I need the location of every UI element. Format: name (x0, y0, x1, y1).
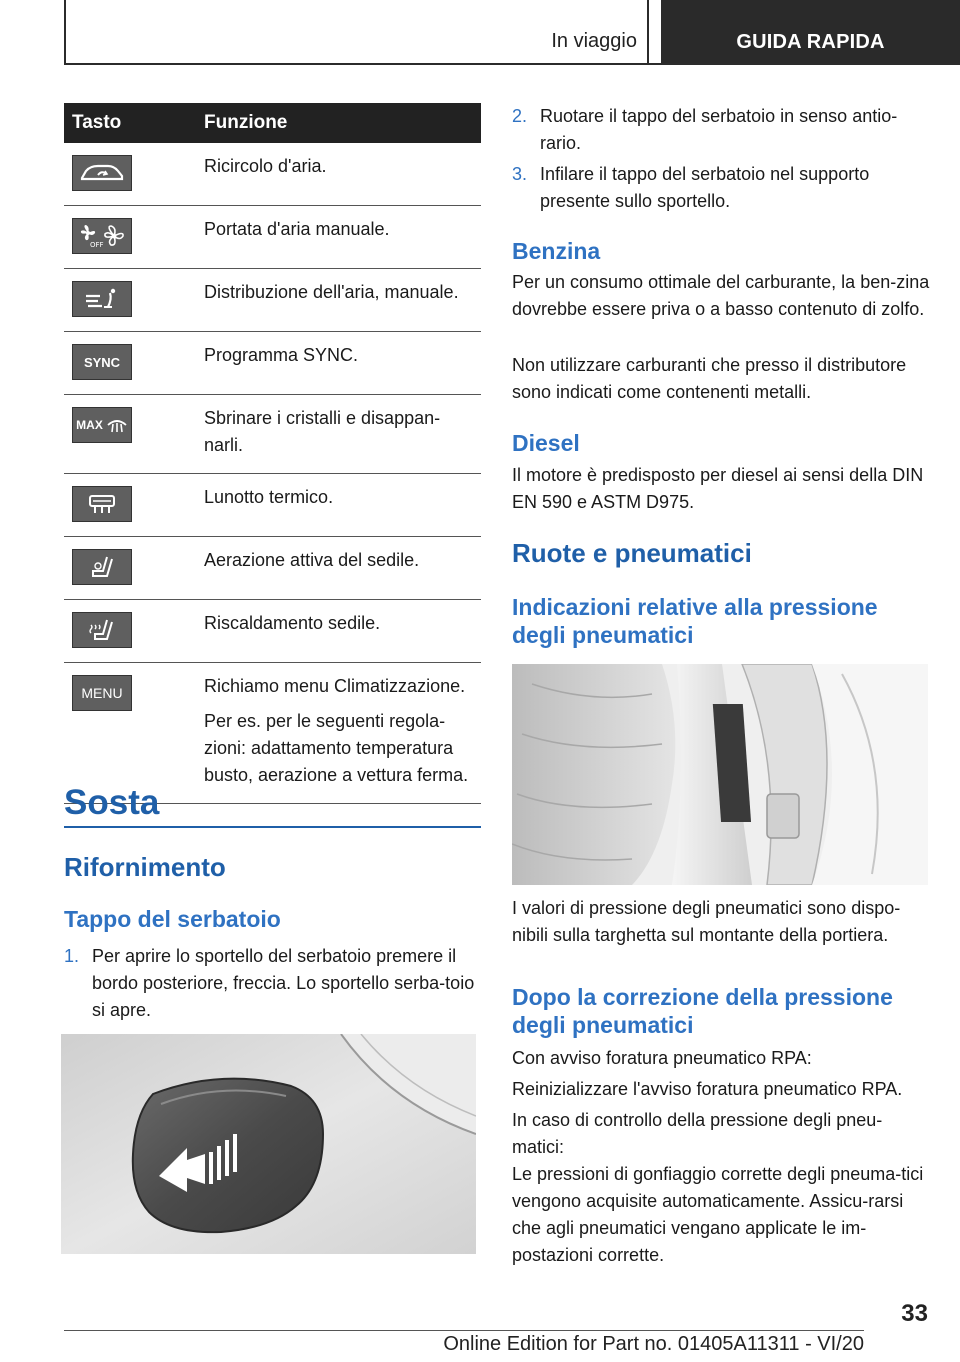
seat-ventilation-icon (72, 549, 132, 585)
list-item (512, 103, 929, 157)
function-line: Programma SYNC. (204, 345, 359, 365)
function-line: Distribuzione dell'aria, manuale. (204, 282, 459, 302)
heading-benzina: Benzina (512, 238, 601, 264)
function-line: Aerazione attiva del sedile. (204, 550, 420, 570)
function-line: Riscaldamento sedile. (204, 613, 381, 633)
rpa-paragraph-3: In caso di controllo della pressione degli pneu-matici: (512, 1110, 883, 1157)
fuel-flap-photo (61, 1034, 476, 1254)
function-text (196, 332, 481, 395)
step-text: Ruotare il tappo del serbatoio in senso antio-rario. (540, 106, 898, 153)
step-number: 1. (64, 946, 80, 966)
benzina-paragraph-2: Non utilizzare carburanti che presso il distributore sono indicati come contenenti metalli. (512, 355, 907, 402)
function-line: Sbrinare i cristalli e disappan-narli. (204, 408, 441, 455)
rpa-paragraph-4: Le pressioni di gonfiaggio corrette degli pneuma-tici vengono acquisite automaticamente. Assicu-rarsi che agli pneumatici vengano applicate le im-postazioni corrette. (512, 1164, 924, 1265)
function-text (196, 395, 481, 474)
heading-diesel: Diesel (512, 430, 580, 456)
header-chapter-tab: GUIDA RAPIDA (661, 0, 960, 63)
rpa-paragraph-1: Con avviso foratura pneumatico RPA: (512, 1048, 812, 1068)
section-title-sosta: Sosta (64, 783, 160, 822)
seat-heating-icon (72, 612, 132, 648)
table-row (64, 332, 481, 395)
sync-icon (72, 344, 132, 380)
function-text (196, 600, 481, 663)
section-rule (64, 826, 481, 828)
max-defrost-icon (72, 407, 132, 443)
function-text (196, 143, 481, 206)
svg-text:OFF: OFF (90, 241, 104, 249)
sync-icon-label: SYNC (83, 354, 121, 370)
climate-keys-table-wrapper (64, 103, 481, 804)
function-text (196, 474, 481, 537)
table-row (64, 206, 481, 269)
page-number: 33 (901, 1300, 928, 1327)
air-distribution-icon (72, 281, 132, 317)
rear-defrost-icon (72, 486, 132, 522)
step-number: 3. (512, 164, 528, 184)
table-row (64, 600, 481, 663)
climate-keys-table (64, 103, 481, 804)
function-line: Ricircolo d'aria. (204, 156, 327, 176)
heading-ruote-pneumatici: Ruote e pneumatici (512, 538, 752, 568)
function-text (196, 537, 481, 600)
function-line: Lunotto termico. (204, 487, 334, 507)
footer-edition: Online Edition for Part no. 01405A11311 - VI/20 (443, 1333, 864, 1355)
fan-off-icon (72, 218, 132, 254)
function-line: Per es. per le seguenti regola-zioni: adattamento temperatura busto, aerazione a vettura ferma. (204, 711, 469, 785)
table-row (64, 143, 481, 206)
menu-icon-label: MENU (81, 684, 123, 701)
pressure-caption: I valori di pressione degli pneumatici sono dispo-nibili sulla targhetta sul montante della portiera. (512, 898, 901, 945)
step-text: Infilare il tappo del serbatoio nel supporto presente sullo sportello. (540, 164, 870, 211)
recirculation-icon (72, 155, 132, 191)
function-text (196, 206, 481, 269)
function-text (196, 663, 481, 804)
heading-rifornimento: Rifornimento (64, 852, 226, 882)
col-header-function: Funzione (196, 103, 481, 143)
menu-icon (72, 675, 132, 711)
table-row (64, 395, 481, 474)
footer-rule (64, 1330, 864, 1331)
step-number: 2. (512, 106, 528, 126)
list-item (64, 943, 481, 1024)
heading-tappo-serbatoio: Tappo del serbatoio (64, 906, 281, 932)
rpa-paragraph-2: Reinizializzare l'avviso foratura pneumatico RPA. (512, 1079, 903, 1099)
door-pillar-photo (512, 664, 928, 885)
benzina-paragraph-1: Per un consumo ottimale del carburante, la ben-zina dovrebbe essere priva o a basso contenuto di zolfo. (512, 272, 930, 319)
function-line: Portata d'aria manuale. (204, 219, 390, 239)
max-defrost-icon-label: MAX (76, 417, 103, 432)
col-header-key: Tasto (64, 103, 196, 143)
table-row (64, 537, 481, 600)
step-text: Per aprire lo sportello del serbatoio premere il bordo posteriore, freccia. Lo sportello serba-toio si apre. (92, 946, 475, 1020)
table-header-row (64, 103, 481, 143)
table-row (64, 269, 481, 332)
list-item (512, 161, 929, 215)
table-row (64, 474, 481, 537)
heading-pressione-pneumatici: Indicazioni relative alla pressione degli pneumatici (512, 594, 878, 648)
header-left-border (64, 0, 66, 65)
diesel-paragraph: Il motore è predisposto per diesel ai sensi della DIN EN 590 e ASTM D975. (512, 465, 924, 512)
function-line: Richiamo menu Climatizzazione. (204, 676, 466, 696)
header-separator (647, 0, 649, 65)
header-section-title: In viaggio (551, 30, 637, 52)
function-text (196, 269, 481, 332)
header-rule (64, 63, 960, 65)
heading-dopo-correzione: Dopo la correzione della pressione degli pneumatici (512, 984, 893, 1038)
